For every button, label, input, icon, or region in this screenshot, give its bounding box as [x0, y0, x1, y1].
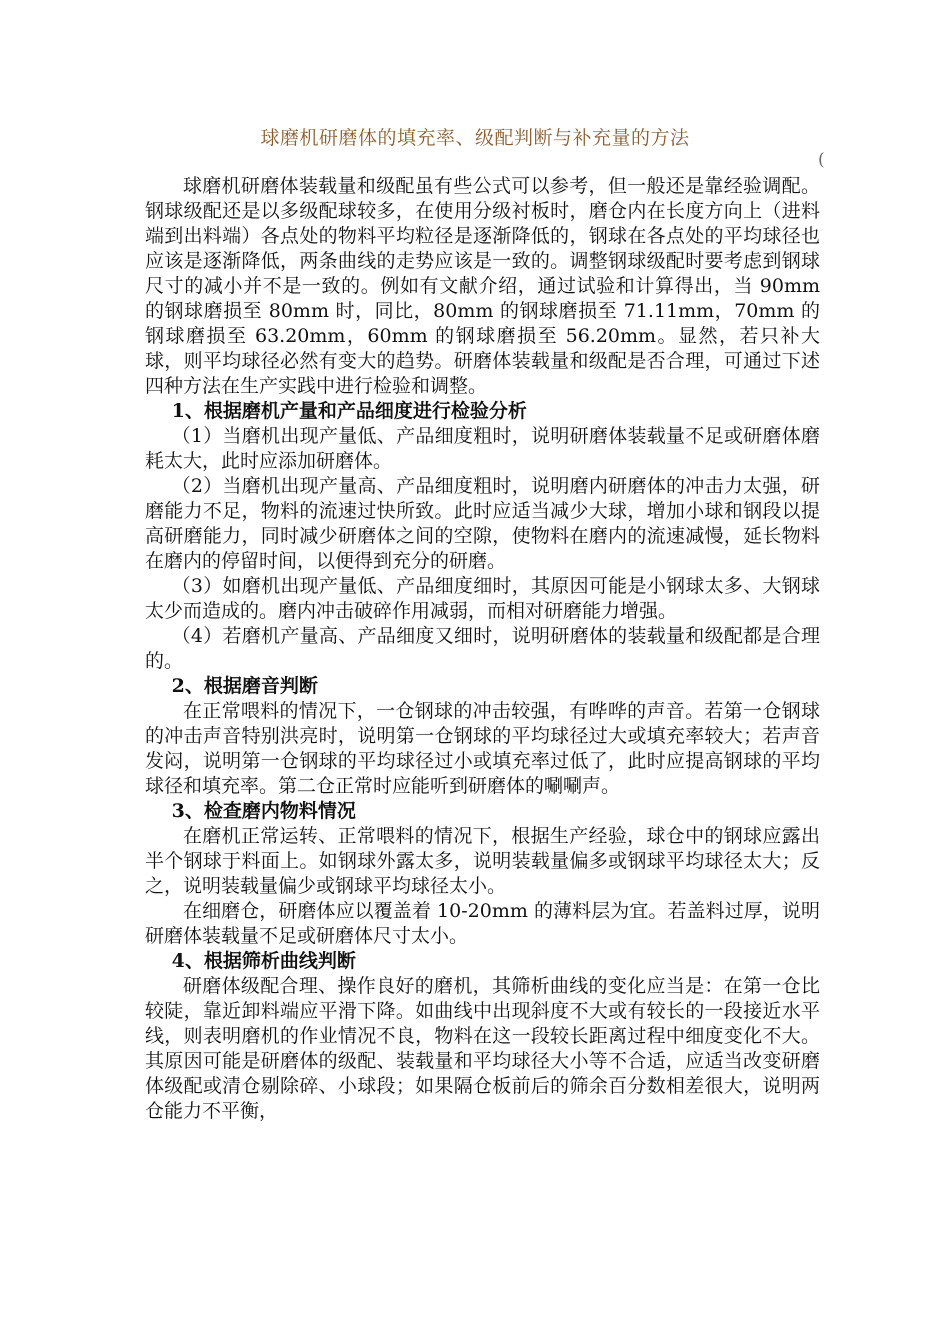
intro-paragraph: 球磨机研磨体装载量和级配虽有些公式可以参考，但一般还是靠经验调配。钢球级配还是以多级配球较多，在使用分级衬板时，磨仓内在长度方向上（进料端到出料端）各点处的物料平均粒径是逐渐降低的，钢球在各点处的平均球径也应该是逐渐降低，两条曲线的走势应该是一致的。调整钢球级配时要考虑到钢球尺寸的减小并不是一致的。例如有文献介绍，通过试验和计算得出，当 90mm 的钢球磨损至 80mm 时，同比，80mm 的钢球磨损至 71.11mm，70mm 的钢球磨损至 63.20mm，60mm 的钢球磨损至 56.20mm。显然，若只补大球，则平均球径必然有变大的趋势。研磨体装载量和级配是否合理，可通过下述四种方法在生产实践中进行检验和调整。 [145, 175, 820, 397]
document-body [145, 174, 820, 1124]
section-1-heading: 1、根据磨机产量和产品细度进行检验分析 [171, 400, 527, 422]
section-2-paragraph: 在正常喂料的情况下，一仓钢球的冲击较强，有哗哗的声音。若第一仓钢球的冲击声音特别洪亮时，说明第一仓钢球的平均球径过大或填充率较大；若声音发闷，说明第一仓钢球的平均球径过小或填充率过低了，此时应提高钢球的平均球径和填充率。第二仓正常时应能听到研磨体的唰唰声。 [145, 700, 820, 797]
section-3-paragraph-2: 在细磨仓，研磨体应以覆盖着 10-20mm 的薄料层为宜。若盖料过厚，说明研磨体装载量不足或研磨体尺寸太小。 [145, 900, 820, 947]
section-1-item-3: （3）如磨机出现产量低、产品细度细时，其原因可能是小钢球太多、大钢球太少而造成的。磨内冲击破碎作用减弱，而相对研磨能力增强。 [145, 575, 820, 622]
section-4-heading: 4、根据筛析曲线判断 [171, 950, 356, 972]
section-2-heading: 2、根据磨音判断 [171, 675, 318, 697]
section-1-item-1: （1）当磨机出现产量低、产品细度粗时，说明研磨体装载量不足或研磨体磨耗太大，此时应添加研磨体。 [145, 425, 820, 472]
section-3-heading: 3、检查磨内物料情况 [171, 800, 356, 822]
section-4-paragraph: 研磨体级配合理、操作良好的磨机，其筛析曲线的变化应当是：在第一仓比较陡，靠近卸料端应平滑下降。如曲线中出现斜度不大或有较长的一段接近水平线，则表明磨机的作业情况不良，物料在这一段较长距离过程中细度变化不大。其原因可能是研磨体的级配、装载量和平均球径大小等不合适，应适当改变研磨体级配或清仓剔除碎、小球段；如果隔仓板前后的筛余百分数相差很大，说明两仓能力不平衡， [145, 975, 820, 1122]
document-title: 球磨机研磨体的填充率、级配判断与补充量的方法 [260, 127, 690, 149]
page-marker: ( [818, 150, 825, 170]
section-3-paragraph-1: 在磨机正常运转、正常喂料的情况下，根据生产经验，球仓中的钢球应露出半个钢球于料面上。如钢球外露太多，说明装载量偏多或钢球平均球径太大；反之，说明装载量偏少或钢球平均球径太小。 [145, 825, 820, 897]
section-1-item-4: （4）若磨机产量高、产品细度又细时，说明研磨体的装载量和级配都是合理的。 [145, 625, 820, 672]
section-1-item-2: （2）当磨机出现产量高、产品细度粗时，说明磨内研磨体的冲击力太强，研磨能力不足，物料的流速过快所致。此时应适当减少大球，增加小球和钢段以提高研磨能力，同时减少研磨体之间的空隙，使物料在磨内的流速减慢，延长物料在磨内的停留时间，以便得到充分的研磨。 [145, 475, 820, 572]
